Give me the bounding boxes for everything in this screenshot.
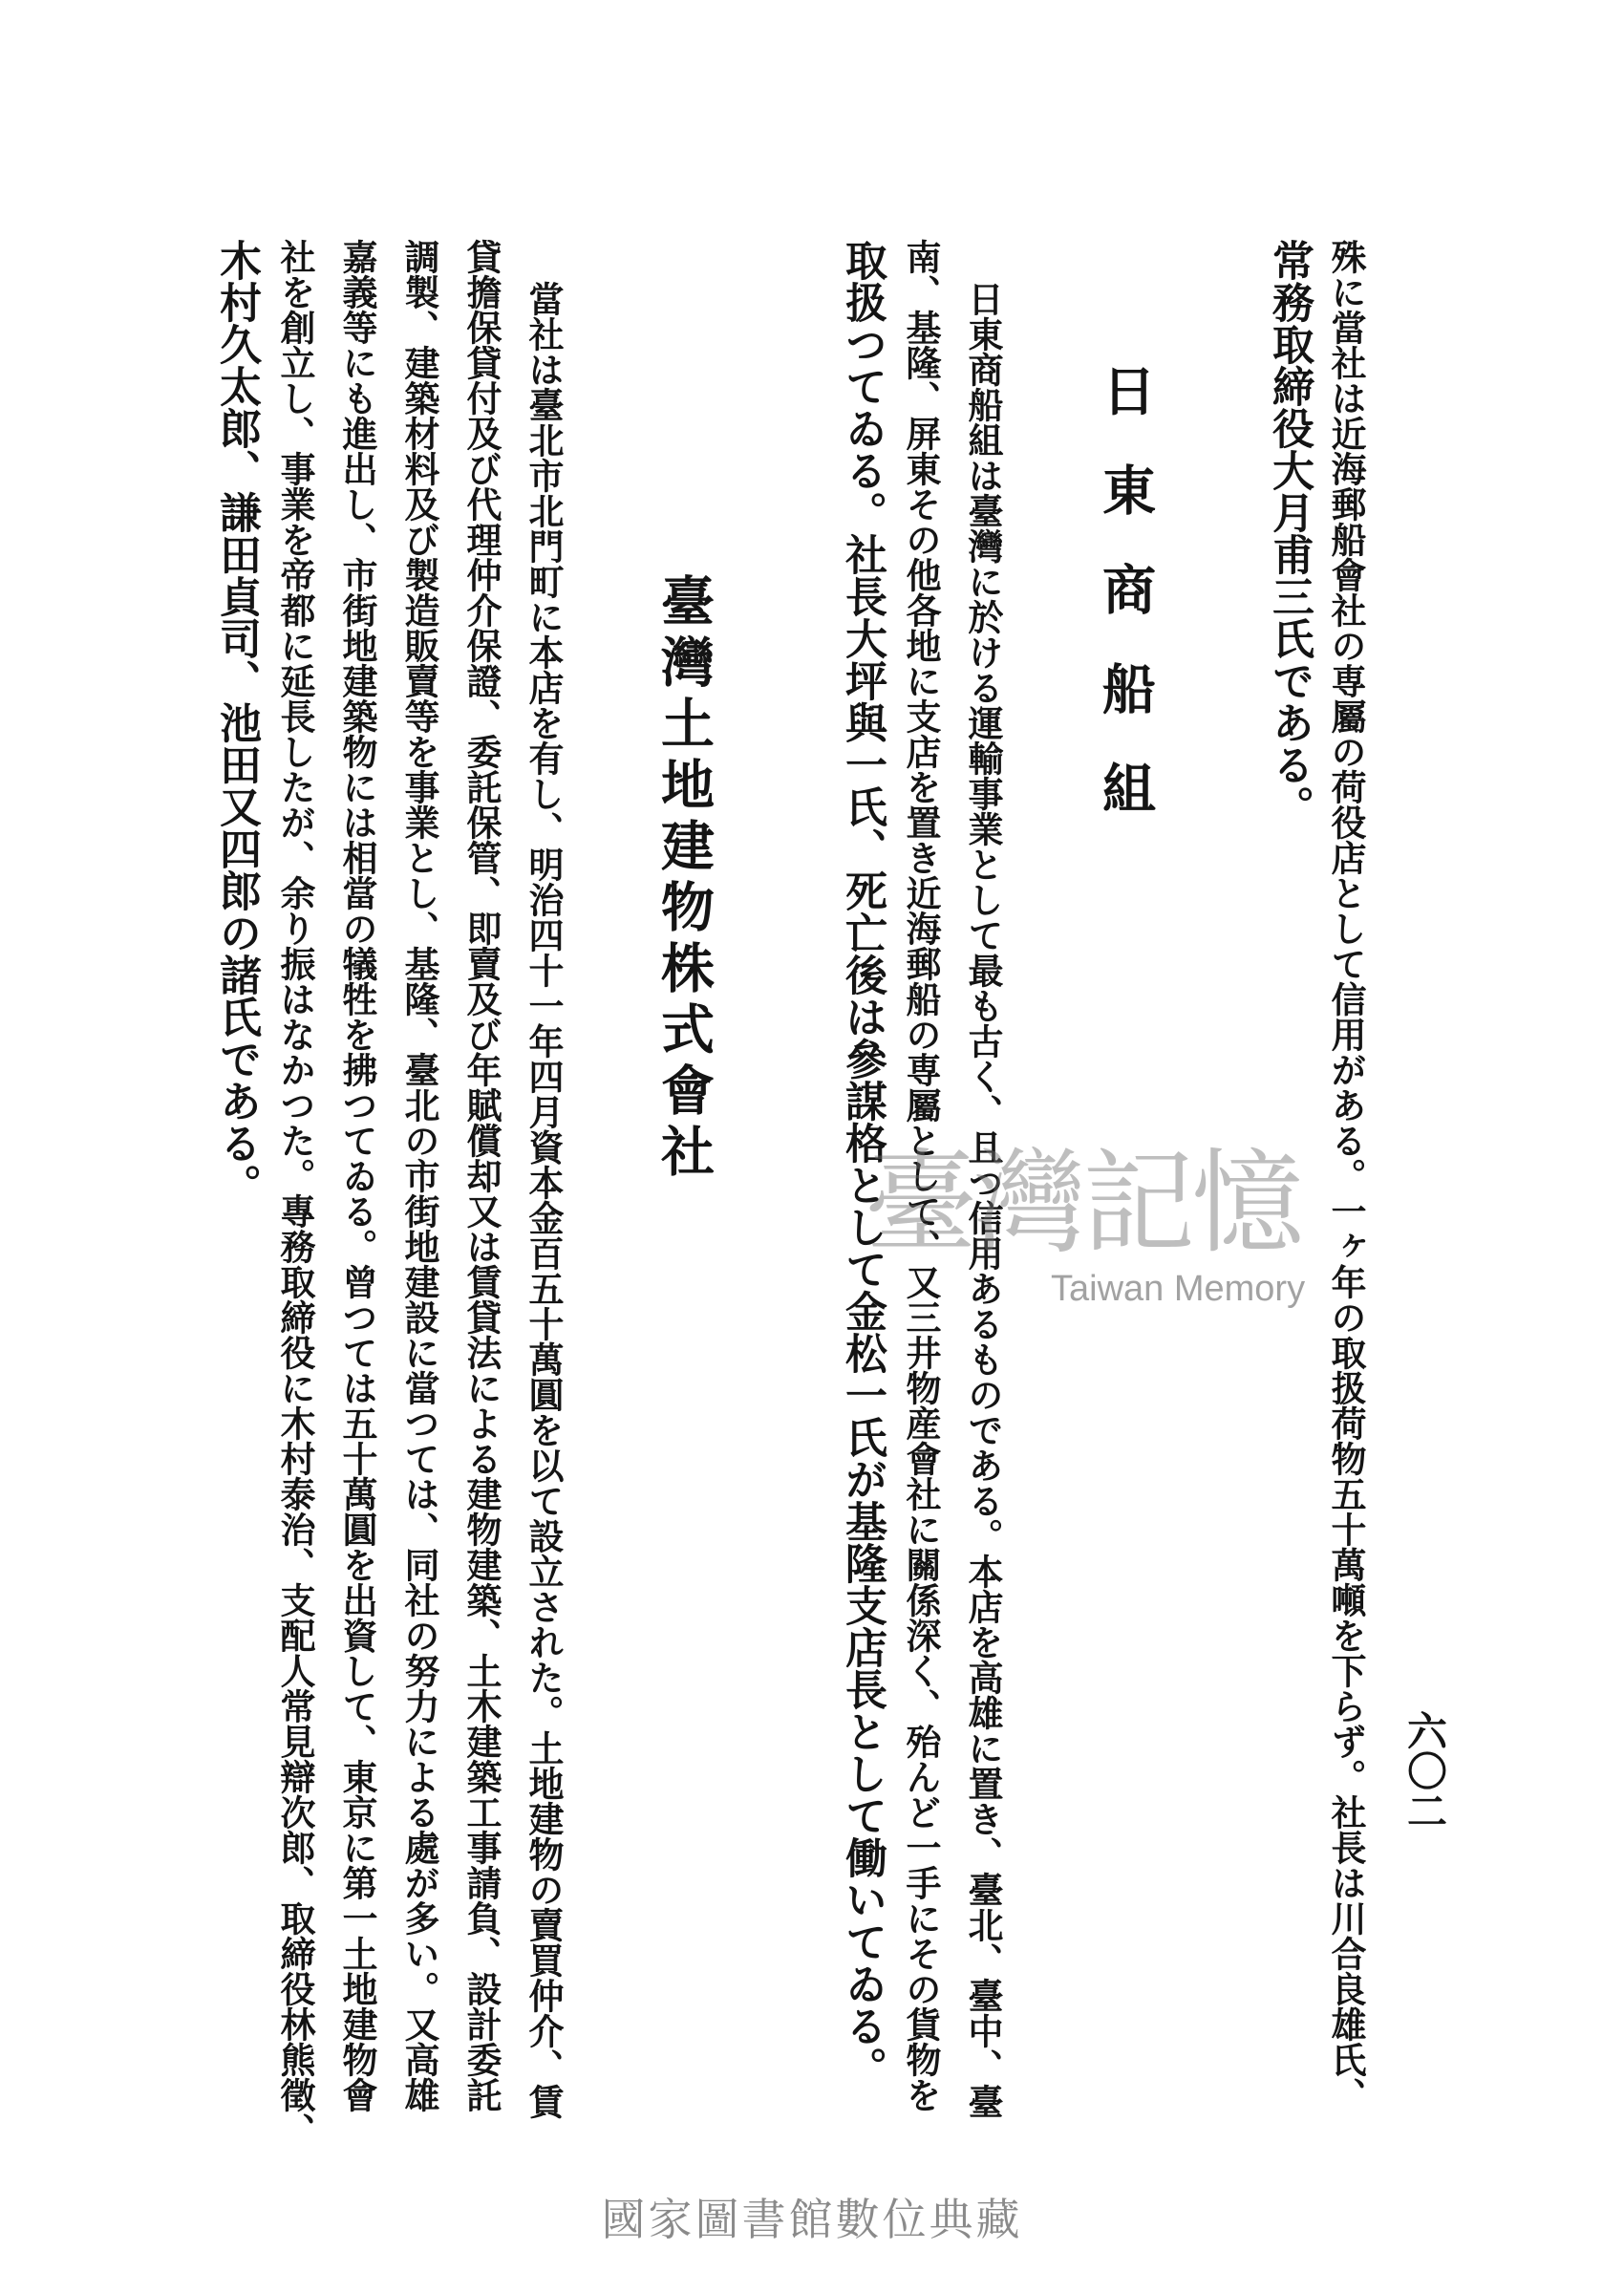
section-title-taiwan-land-building: 臺灣土地建物株式會社 [652,573,716,1185]
text-line-s2-2: 南、基隆、屏東その他各地に支店を置き近海郵船の専屬として、又三井物産會社に關係深く、殆んど一手にその貨物を [900,239,942,2112]
text-line-s3-4: 嘉義等にも進出し、市街地建築物には相當の犠牲を拂つてゐる。曾つては五十萬圓を出資して、東京に第一土地建物會 [336,239,378,2112]
footer-credit: 國家圖書館數位典藏 [601,2194,1023,2245]
text-line-s2-3: 取扱つてゐる。社長大坪與一氏、死亡後は參謀格として金松一氏が基隆支店長として働いてゐる。 [838,239,887,2089]
text-line-s1-2: 常務取締役大月甫三氏である。 [1265,239,1314,827]
text-line-s3-3: 調製、建築材料及び製造販賣等を事業とし、基隆、臺北の市街地建設に當つては、同社の努力による處が多い。又高雄 [398,239,440,2112]
text-line-s3-5: 社を創立し、事業を帝都に延長したが、余り振はなかつた。專務取締役に木村泰治、支配人常見辯次郎、取締役林熊徵、 [274,239,316,2148]
page-number: 六〇二 [1401,1710,1448,1831]
text-line-s1-1: 殊に當社は近海郵船會社の専屬の荷役店として信用がある。一ヶ年の取扱荷物五十萬噸を下らず。社長は川合良雄氏、 [1325,239,1367,2112]
text-line-s3-6: 木村久太郎、謙田貞司、池田又四郎の諸氏である。 [212,239,261,1206]
watermark-title: 臺灣記憶 [865,1137,1301,1269]
text-line-s3-2: 貸擔保貸付及び代理仲介保證、委託保管、即賣及び年賦償却又は賃貸法による建物建築、土木建築工事請負、設計委託 [460,239,502,2112]
text-line-s2-1: 日東商船組は臺灣に於ける運輸事業として最も古く、且つ信用あるものである。本店を高雄に置き、臺北、臺中、臺 [962,281,1004,2119]
watermark-subtitle: Taiwan Memory [1051,1269,1306,1309]
section-title-nitto-shosen: 日東商船組 [1094,363,1157,860]
text-line-s3-1: 當社は臺北市北門町に本店を有し、明治四十一年四月資本金百五十萬圓を以て設立された。土地建物の賣買仲介、賃 [523,281,565,2119]
